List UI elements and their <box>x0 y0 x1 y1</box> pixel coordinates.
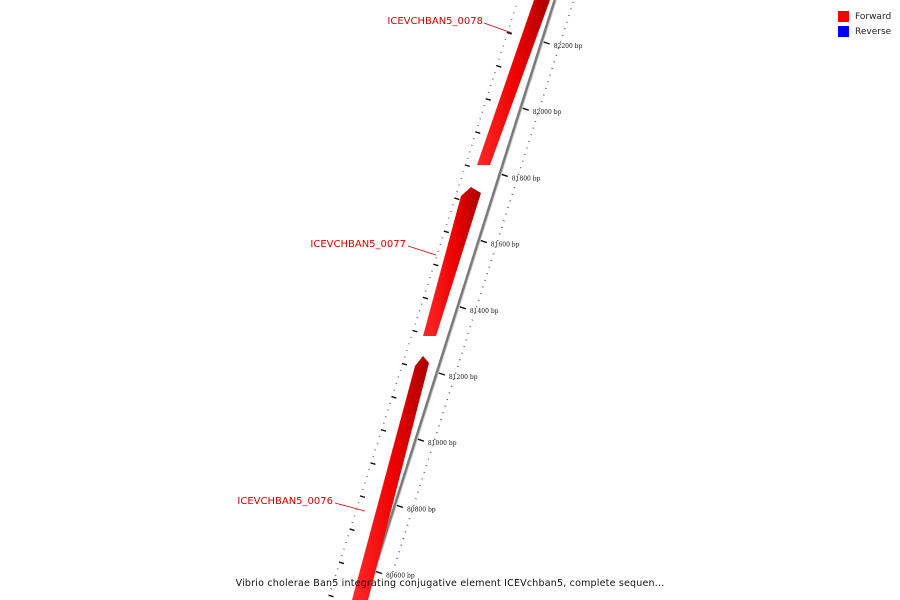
strand-minor-tick <box>511 19 513 20</box>
strand-minor-tick <box>425 291 427 292</box>
strand-minor-tick <box>484 105 486 106</box>
ruler-minor-tick <box>501 227 503 228</box>
ruler-major-tick <box>523 108 529 110</box>
ruler-minor-tick <box>407 525 409 526</box>
strand-minor-tick <box>448 218 450 219</box>
ruler-minor-tick <box>424 472 426 473</box>
gene-label-0076: ICEVCHBAN5_0076 <box>237 496 333 507</box>
ruler-label: 80800 bp <box>406 506 436 514</box>
ruler-minor-tick <box>541 101 543 102</box>
ruler-minor-tick <box>566 22 568 23</box>
strand-minor-tick <box>352 522 354 523</box>
strand-minor-tick <box>414 324 416 325</box>
strand-major-tick <box>339 562 344 564</box>
strand-major-tick <box>329 595 334 597</box>
strand-major-tick <box>370 463 375 465</box>
ruler-major-tick <box>481 241 487 243</box>
legend <box>838 9 891 39</box>
strand-minor-tick <box>494 72 496 73</box>
ruler-major-tick <box>397 505 403 507</box>
ruler-minor-tick <box>430 452 432 453</box>
ruler-major-tick <box>460 307 466 309</box>
legend-item-reverse <box>838 24 891 39</box>
strand-minor-tick <box>469 152 471 153</box>
strand-minor-tick <box>427 284 429 285</box>
strand-minor-tick <box>354 516 356 517</box>
ruler-minor-tick <box>447 399 449 400</box>
strand-minor-tick <box>410 337 412 338</box>
ruler-major-tick <box>544 42 550 44</box>
ruler-major-tick <box>439 373 445 375</box>
strand-minor-tick <box>373 456 375 457</box>
ruler-minor-tick <box>405 532 407 533</box>
ruler-minor-tick <box>549 75 551 76</box>
ruler-minor-tick <box>570 9 572 10</box>
ruler-label: 80600 bp <box>385 572 415 580</box>
gene-leader-0078 <box>484 23 512 33</box>
strand-minor-tick <box>400 370 402 371</box>
gene-label-0078: ICEVCHBAN5_0078 <box>387 16 483 27</box>
ruler-minor-tick <box>436 432 438 433</box>
ruler-minor-tick <box>442 412 444 413</box>
ruler-minor-tick <box>547 81 549 82</box>
gene-arrows <box>352 0 550 600</box>
ruler-minor-tick <box>528 141 530 142</box>
ruler-minor-tick <box>449 393 451 394</box>
strand-major-tick <box>475 132 480 134</box>
strand-minor-tick <box>408 344 410 345</box>
strand-minor-tick <box>429 277 431 278</box>
strand-minor-tick <box>509 26 511 27</box>
strand-minor-tick <box>358 503 360 504</box>
forward-swatch-icon <box>838 11 849 22</box>
strand-major-tick <box>391 397 396 399</box>
strand-major-tick <box>486 99 491 101</box>
gene-leader-0077 <box>408 246 436 255</box>
ruler-minor-tick <box>421 479 423 480</box>
ruler-minor-tick <box>526 148 528 149</box>
strand-minor-tick <box>347 536 349 537</box>
ruler-minor-tick <box>572 2 574 3</box>
strand-minor-tick <box>364 483 366 484</box>
strand-minor-tick <box>471 145 473 146</box>
ruler-minor-tick <box>530 134 532 135</box>
strand-minor-tick <box>396 383 398 384</box>
strand-major-tick <box>444 231 449 233</box>
ruler-minor-tick <box>509 201 511 202</box>
strand-minor-tick <box>503 46 505 47</box>
backbone <box>365 0 557 600</box>
ruler-minor-tick <box>438 426 440 427</box>
ruler-minor-tick <box>507 207 509 208</box>
strand-minor-tick <box>394 390 396 391</box>
ruler-minor-tick <box>503 220 505 221</box>
legend-label-reverse: Reverse <box>855 26 892 37</box>
ruler-minor-tick <box>451 386 453 387</box>
ruler-minor-tick <box>465 340 467 341</box>
strand-minor-tick <box>343 549 345 550</box>
strand-minor-tick <box>379 436 381 437</box>
ruler-minor-tick <box>489 267 491 268</box>
ruler-major-tick <box>502 174 508 176</box>
ruler-minor-tick <box>468 333 470 334</box>
ruler-minor-tick <box>491 260 493 261</box>
strand-minor-tick <box>498 59 500 60</box>
strand-minor-tick <box>442 238 444 239</box>
strand-minor-tick <box>389 403 391 404</box>
ruler-minor-tick <box>400 545 402 546</box>
strand-minor-tick <box>490 85 492 86</box>
ruler-minor-tick <box>514 187 516 188</box>
legend-label-forward: Forward <box>855 11 892 22</box>
ruler-label: 82000 bp <box>532 109 562 117</box>
ruler-minor-tick <box>533 128 535 129</box>
ruler-label: 81600 bp <box>490 241 520 249</box>
strand-minor-tick <box>368 469 370 470</box>
strand-minor-tick <box>417 317 419 318</box>
strand-major-tick <box>412 330 417 332</box>
ruler-minor-tick <box>428 459 430 460</box>
gene-label-0077: ICEVCHBAN5_0077 <box>310 239 406 250</box>
ruler-label: 81800 bp <box>511 175 541 183</box>
strand-major-tick <box>465 165 470 167</box>
ruler-minor-tick <box>403 538 405 539</box>
ruler-label: 81400 bp <box>469 307 499 315</box>
strand-minor-tick <box>404 357 406 358</box>
reverse-swatch-icon <box>838 26 849 37</box>
strand-minor-tick <box>456 191 458 192</box>
strand-minor-tick <box>337 569 339 570</box>
ruler-label: 81200 bp <box>448 374 478 381</box>
strand-minor-tick <box>473 138 475 139</box>
ruler-minor-tick <box>396 558 398 559</box>
strand-minor-tick <box>435 258 437 259</box>
ruler-minor-tick <box>415 499 417 500</box>
ruler-major-tick <box>376 572 382 574</box>
strand-major-tick <box>402 363 407 365</box>
ruler-minor-tick <box>545 88 547 89</box>
ruler-minor-tick <box>512 194 514 195</box>
strand-minor-tick <box>341 555 343 556</box>
ruler-minor-tick <box>520 168 522 169</box>
ruler-minor-tick <box>461 353 463 354</box>
strand-minor-tick <box>463 172 465 173</box>
ruler-minor-tick <box>551 68 553 69</box>
strand-minor-tick <box>406 350 408 351</box>
strand-minor-tick <box>488 92 490 93</box>
strand-minor-tick <box>500 52 502 53</box>
ruler-minor-tick <box>470 326 472 327</box>
strand-minor-tick <box>513 13 515 14</box>
ruler-minor-tick <box>499 234 501 235</box>
strand-minor-tick <box>366 476 368 477</box>
ruler-minor-tick <box>564 28 566 29</box>
strand-major-tick <box>433 264 438 266</box>
ruler-minor-tick <box>493 254 495 255</box>
strand-minor-tick <box>479 119 481 120</box>
strand-minor-tick <box>398 377 400 378</box>
strand-minor-tick <box>356 509 358 510</box>
strand-minor-tick <box>505 39 507 40</box>
legend-item-forward <box>838 9 891 24</box>
strand-major-tick <box>360 496 365 498</box>
sequence-caption: Vibrio cholerae Ban5 integrating conjugative element ICEVchban5, complete sequen... <box>235 578 665 589</box>
ruler-minor-tick <box>444 406 446 407</box>
ruler-minor-tick <box>524 154 526 155</box>
ruler-minor-tick <box>459 359 461 360</box>
strand-minor-tick <box>387 410 389 411</box>
ruler-major-tick <box>418 439 424 441</box>
strand-minor-tick <box>467 158 469 159</box>
ruler-minor-tick <box>440 419 442 420</box>
ruler-minor-tick <box>568 15 570 16</box>
ruler-minor-tick <box>409 518 411 519</box>
strand-minor-tick <box>477 125 479 126</box>
ruler-minor-tick <box>480 293 482 294</box>
strand-minor-tick <box>446 224 448 225</box>
strand-minor-tick <box>515 6 517 7</box>
strand-minor-tick <box>421 304 423 305</box>
ruler-minor-tick <box>394 565 396 566</box>
strand-minor-tick <box>440 244 442 245</box>
strand-major-tick <box>423 297 428 299</box>
strand-minor-tick <box>458 185 460 186</box>
ruler-minor-tick <box>562 35 564 36</box>
strand-minor-tick <box>461 178 463 179</box>
strand-major-tick <box>349 529 354 531</box>
strand-minor-tick <box>362 489 364 490</box>
ruler-minor-tick <box>419 485 421 486</box>
strand-major-tick <box>496 66 501 68</box>
ruler-minor-tick <box>556 55 558 56</box>
gene-leader-0076 <box>335 503 365 511</box>
ruler-minor-tick <box>398 551 400 552</box>
strand-minor-tick <box>383 423 385 424</box>
ruler-label: 81000 bp <box>427 440 457 448</box>
strand-minor-tick <box>335 575 337 576</box>
ruler-minor-tick <box>553 62 555 63</box>
ruler-minor-tick <box>505 214 507 215</box>
gene-arrow-0076[interactable] <box>352 356 429 600</box>
ruler-minor-tick <box>463 346 465 347</box>
strand-minor-tick <box>450 211 452 212</box>
ruler-label: 82200 bp <box>553 43 583 50</box>
ruler-minor-tick <box>486 273 488 274</box>
strand-minor-tick <box>419 311 421 312</box>
ruler-minor-tick <box>472 320 474 321</box>
ruler-minor-tick <box>482 287 484 288</box>
strand-major-tick <box>381 430 386 432</box>
strand-minor-tick <box>375 450 377 451</box>
strand-minor-tick <box>385 416 387 417</box>
ruler-minor-tick <box>543 95 545 96</box>
ruler-minor-tick <box>457 366 459 367</box>
ruler-minor-tick <box>426 465 428 466</box>
ruler-minor-tick <box>522 161 524 162</box>
strand-minor-tick <box>492 79 494 80</box>
strand-minor-tick <box>345 542 347 543</box>
ruler-minor-tick <box>535 121 537 122</box>
strand-minor-tick <box>377 443 379 444</box>
strand-minor-tick <box>431 271 433 272</box>
strand-minor-tick <box>482 112 484 113</box>
ruler-minor-tick <box>417 492 419 493</box>
scale-ruler <box>376 2 583 580</box>
strand-major-tick <box>454 198 459 200</box>
strand-minor-tick <box>452 205 454 206</box>
ruler-minor-tick <box>478 300 480 301</box>
ruler-minor-tick <box>484 280 486 281</box>
strand-minor-tick <box>438 251 440 252</box>
